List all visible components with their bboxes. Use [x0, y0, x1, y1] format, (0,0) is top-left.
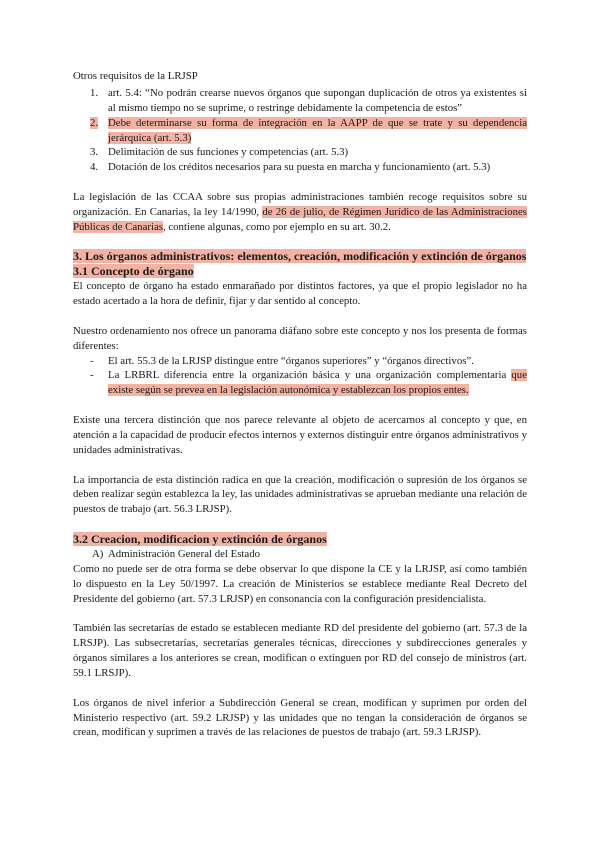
list-number: 4. — [90, 161, 99, 174]
intro-label — [73, 69, 527, 84]
alpha-item — [73, 547, 527, 562]
body-paragraph: Nuestro ordenamiento nos ofrece un panorama diáfano sobre este concepto y nos los presenta de formas diferentes: — [73, 324, 527, 352]
body-paragraph: Los órganos de nivel inferior a Subdirección General se crean, modifican y suprimen por orden del Ministerio respectivo (art. 59.2 LRJSP) y las unidades que no tengan la consideración de órganos se crean, modifican y suprimen a través de las relaciones de puestos de trabajo (art. 59.3 LRJSP). — [73, 696, 527, 739]
subsection-heading — [73, 264, 527, 279]
bullet-item — [73, 354, 527, 369]
bullet-text: El art. 55.3 de la LRJSP distingue entre “órganos superiores” y “órganos directivos”. — [108, 354, 474, 367]
requirement-item — [73, 86, 527, 116]
requirement-item — [73, 145, 527, 160]
body-paragraph: El concepto de órgano ha estado enmarañado por distintos factores, ya que el propio legislador no ha estado acertado a la hora de definir, fijar y dar sentido al concepto. — [73, 280, 527, 308]
requirement-text: Delimitación de sus funciones y competencias (art. 5.3) — [108, 146, 349, 159]
list-number: 3. — [90, 146, 99, 159]
highlighted-text: de 26 de julio, de Régimen Jurídico de las Administraciones Públicas de Canarias — [73, 205, 527, 233]
bullet-dash: - — [90, 369, 94, 382]
requirement-item — [73, 116, 527, 146]
alpha-list — [73, 547, 527, 562]
intro-label-text: Otros requisitos de la LRJSP — [73, 70, 198, 82]
list-number: 1. — [90, 86, 99, 99]
bullet-list — [73, 354, 527, 399]
list-number: 2. — [90, 116, 99, 129]
section-heading — [73, 249, 527, 264]
requirement-text: Debe determinarse su forma de integración en la AAPP de que se trate y su dependencia jerárquica (art. 5.3) — [108, 116, 527, 144]
document-body — [73, 69, 527, 755]
subsection-heading-text: 3.1 Concepto de órgano — [73, 264, 194, 279]
ccaa-paragraph — [73, 190, 527, 235]
section-heading-text: 3. Los órganos administrativos: elementos, creación, modificación y extinción de órganos — [73, 249, 527, 264]
body-paragraph: Como no puede ser de otra forma se debe observar lo que dispone la CE y la LRJSP, así como también lo dispuesto en la Ley 50/1997. La creación de Ministerios se establece mediante Real Decreto del Presidente del gobierno (art. 57.3 LRJSP) en consonancia con la configuración presidencialista. — [73, 562, 527, 605]
requirement-text: art. 5.4: “No podrán crearse nuevos órganos que supongan duplicación de otros ya existentes si al mismo tiempo no se suprime, o restringe debidamente la competencia de estos” — [108, 86, 527, 114]
paragraph-text: , contiene algunas, como por ejemplo en su art. 30.2. — [162, 220, 391, 233]
subsection-heading — [73, 532, 527, 547]
bullet-text — [108, 368, 527, 398]
paragraph-text: La legislación de las CCAA sobre sus propias administraciones también recoge requisitos sobre su organización. En Canarias, la ley 14/1990, — [73, 190, 527, 218]
subsection-heading-text: 3.2 Creacion, modificacion y extinción de órganos — [73, 532, 327, 547]
alpha-item-label: Administración General del Estado — [108, 547, 261, 560]
body-paragraph: También las secretarías de estado se establecen mediante RD del presidente del gobierno (art. 57.3 de la LRSJP). Las subsecretarías, secretarías generales técnicas, direcciones y subdirecciones generales y órganos similares a los anteriores se crean, modifican o extinguen por RD del consejo de ministros (art. 59.1 LRSJP). — [73, 622, 527, 679]
bullet-dash: - — [90, 354, 94, 367]
body-paragraph: La importancia de esta distinción radica en que la creación, modificación o supresión de los órganos se deben realizar según establezca la ley, las unidades administrativas se aprueban mediante una relación de puestos de trabajo (art. 56.3 LRJSP). — [73, 473, 527, 516]
body-paragraph: Existe una tercera distinción que nos parece relevante al objeto de acercarnos al concepto y que, en atención a la capacidad de producir efectos internos y externos distinguir entre órganos administrativos y unidades administrativas. — [73, 414, 527, 456]
highlighted-text: que existe según se prevea en la legislación autonómica y establezcan los propios entes. — [108, 369, 527, 397]
requirements-list — [73, 86, 527, 175]
bullet-text-plain: La LRBRL diferencia entre la organización básica y una organización complementaria — [108, 369, 512, 382]
requirement-item — [73, 160, 527, 175]
alpha-marker: A) — [92, 547, 104, 560]
requirement-text: Dotación de los créditos necesarios para su puesta en marcha y funcionamiento (art. 5.3) — [108, 161, 491, 174]
bullet-item — [73, 368, 527, 398]
